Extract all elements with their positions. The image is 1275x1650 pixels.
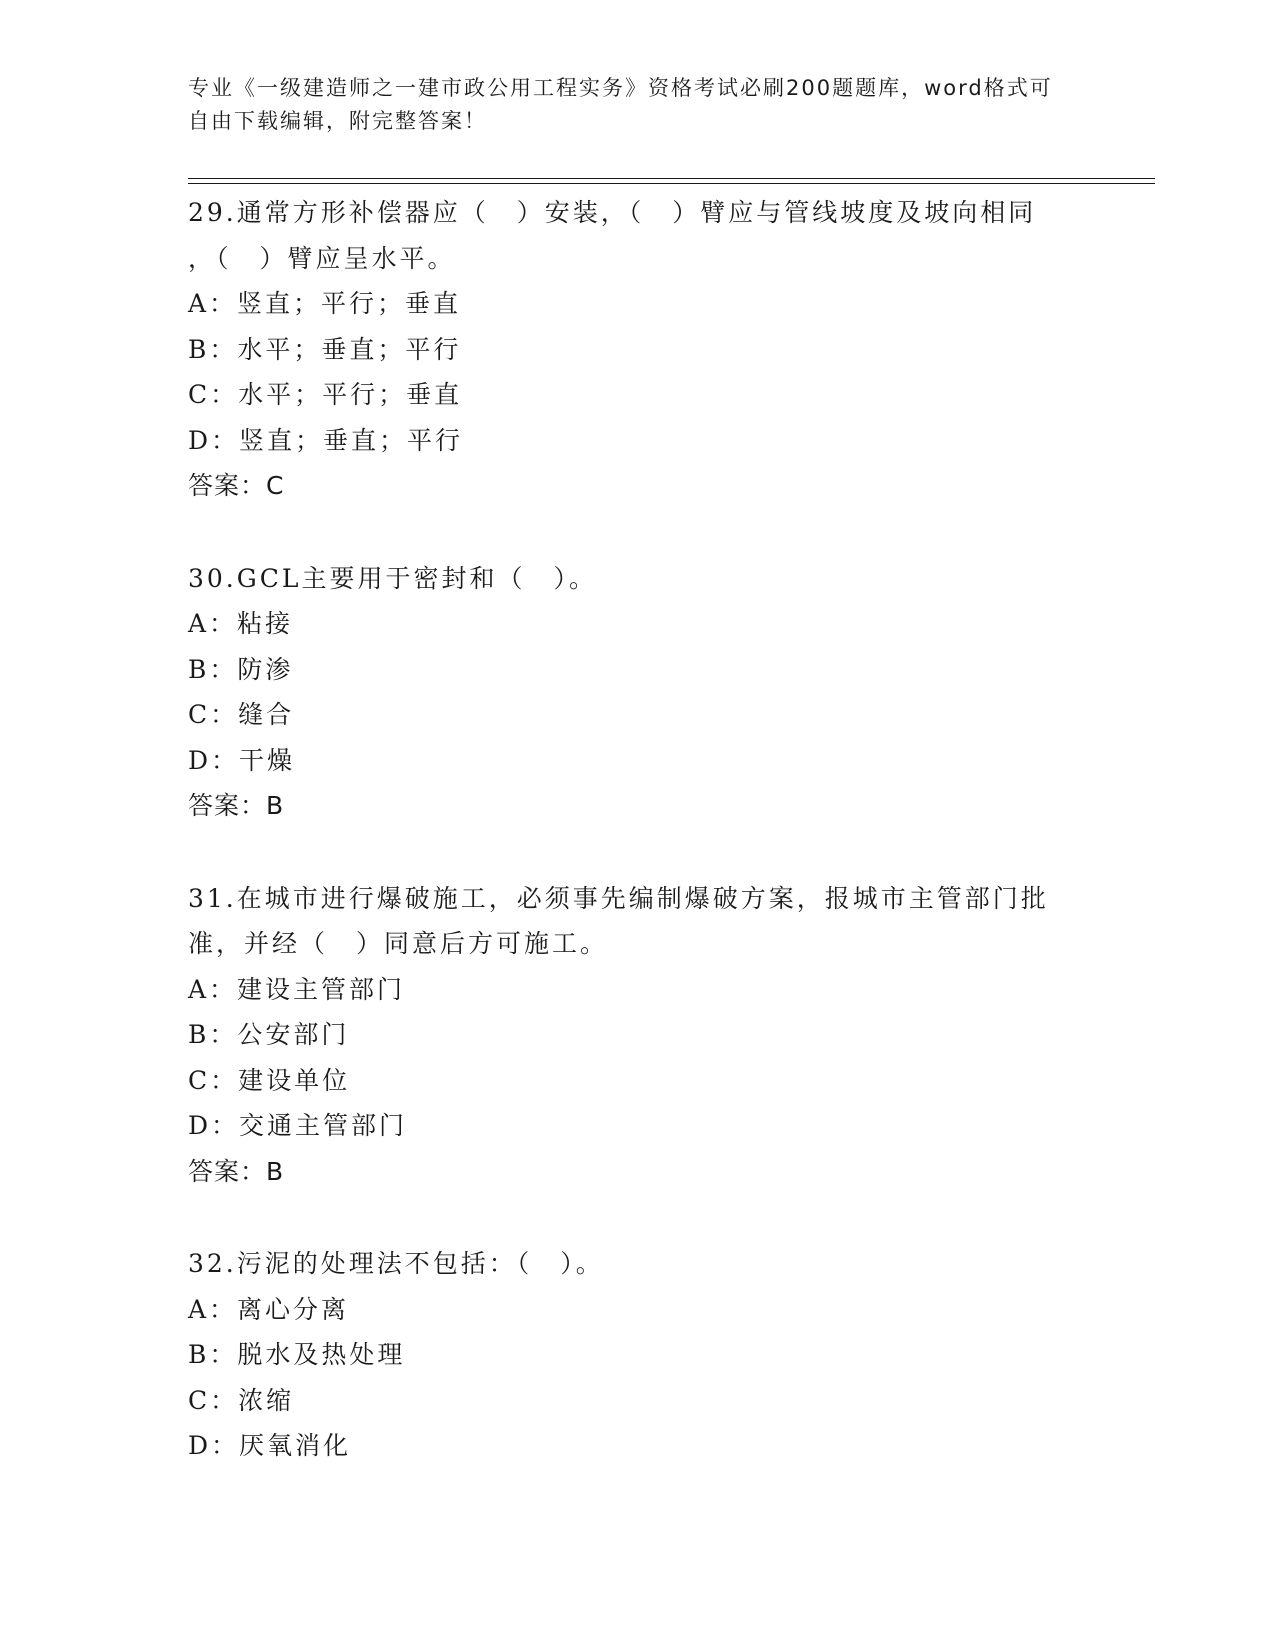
question-stem: 31.在城市进行爆破施工，必须事先编制爆破方案，报城市主管部门批 — [188, 883, 1049, 913]
option-c: C：浓缩 — [188, 1385, 295, 1415]
question-stem: 准，并经（ ）同意后方可施工。 — [188, 929, 609, 958]
option-a: A：建设主管部门 — [188, 974, 406, 1004]
document-header — [188, 72, 1068, 138]
option-b: B：脱水及热处理 — [188, 1340, 406, 1369]
question-stem: 32.污泥的处理法不包括：（ ）。 — [188, 1249, 604, 1278]
question-list — [188, 190, 1088, 1516]
option-c: C：水平；平行；垂直 — [188, 380, 463, 409]
option-d: D：竖直；垂直；平行 — [188, 425, 464, 455]
question-29 — [188, 190, 1088, 509]
option-d: D：交通主管部门 — [188, 1111, 408, 1140]
header-text: 专业《一级建造师之一建市政公用工程实务》资格考试必刷200题题库，word格式可自由下载编辑，附完整答案！ — [188, 76, 1053, 133]
option-a: A：竖直；平行；垂直 — [188, 289, 462, 318]
header-divider-top — [188, 178, 1155, 179]
question-stem: 30.GCL主要用于密封和（ ）。 — [188, 563, 597, 593]
header-divider-bottom — [188, 183, 1155, 184]
option-a: A：粘接 — [188, 609, 294, 638]
option-b: B：防渗 — [188, 654, 294, 684]
question-31 — [188, 876, 1088, 1195]
question-30 — [188, 556, 1088, 829]
option-d: D：干燥 — [188, 745, 296, 775]
option-b: B：公安部门 — [188, 1020, 350, 1049]
question-stem: 29.通常方形补偿器应（ ）安装，（ ）臂应与管线坡度及坡向相同 — [188, 198, 1037, 227]
answer: 答案：C — [188, 471, 285, 500]
answer: 答案：B — [188, 791, 285, 820]
option-c: C：缝合 — [188, 700, 295, 729]
option-c: C：建设单位 — [188, 1065, 351, 1095]
answer: 答案：B — [188, 1156, 285, 1186]
question-32 — [188, 1241, 1088, 1469]
option-d: D：厌氧消化 — [188, 1431, 352, 1460]
option-a: A：离心分离 — [188, 1294, 350, 1324]
question-stem: ，（ ）臂应呈水平。 — [188, 243, 456, 273]
option-b: B：水平；垂直；平行 — [188, 334, 462, 364]
